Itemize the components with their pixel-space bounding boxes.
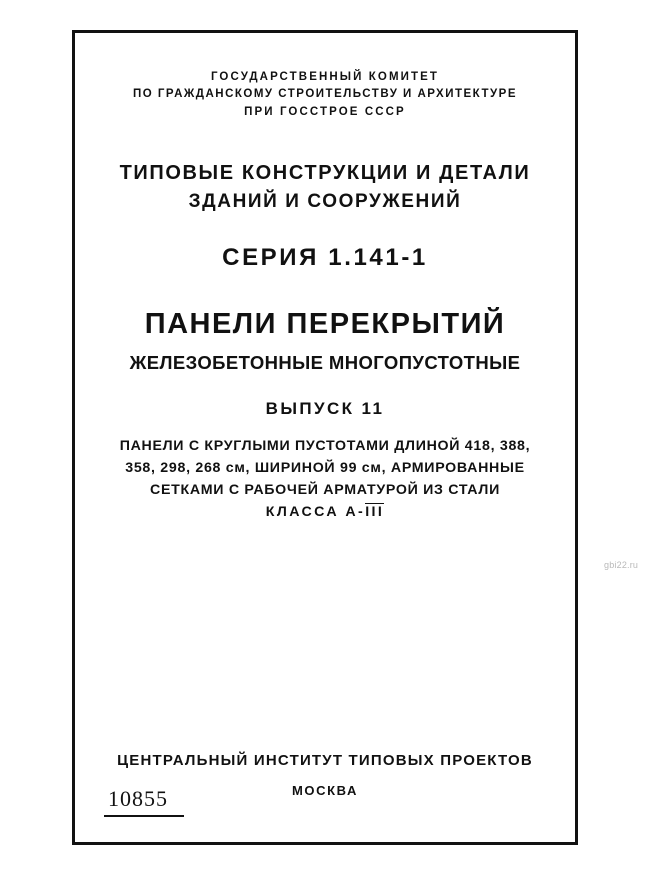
stamp-number: 10855 [108,786,168,811]
steel-class-value: III [365,503,385,520]
watermark: gbi22.ru [604,560,639,570]
panels-subtitle: ЖЕЛЕЗОБЕТОННЫЕ МНОГОПУСТОТНЫЕ [129,351,521,373]
issue-number: ВЫПУСК 11 [265,398,385,418]
cover-content [82,44,568,834]
city-name: МОСКВА [292,783,358,798]
committee-block [82,69,568,121]
description-block [82,435,568,523]
stamp-underline [104,815,184,817]
committee-line-3: ПРИ ГОССТРОЕ СССР [244,105,406,118]
series-title-line-1: ТИПОВЫЕ КОНСТРУКЦИИ И ДЕТАЛИ [119,161,531,184]
committee-line-1: ГОСУДАРСТВЕННЫЙ КОМИТЕТ [210,71,440,83]
panels-title: ПАНЕЛИ ПЕРЕКРЫТИЙ [144,307,506,340]
description-line-3: СЕТКАМИ С РАБОЧЕЙ АРМАТУРОЙ ИЗ СТАЛИ [150,481,500,498]
series-title-line-2: ЗДАНИЙ И СООРУЖЕНИЙ [188,190,462,212]
description-line-2: 358, 298, 268 см, ШИРИНОЙ 99 см, АРМИРОВАННЫЕ [125,459,525,476]
description-line-1: ПАНЕЛИ С КРУГЛЫМИ ПУСТОТАМИ ДЛИНОЙ 418, 388, [119,437,531,454]
series-number: СЕРИЯ 1.141-1 [222,244,428,272]
series-title-block [82,159,568,216]
institute-name: ЦЕНТРАЛЬНЫЙ ИНСТИТУТ ТИПОВЫХ ПРОЕКТОВ [117,752,533,769]
committee-line-2: ПО ГРАЖДАНСКОМУ СТРОИТЕЛЬСТВУ И АРХИТЕКТУРЕ [132,88,517,101]
description-line-4 [82,501,568,523]
steel-class-prefix: КЛАССА А- [265,503,366,520]
